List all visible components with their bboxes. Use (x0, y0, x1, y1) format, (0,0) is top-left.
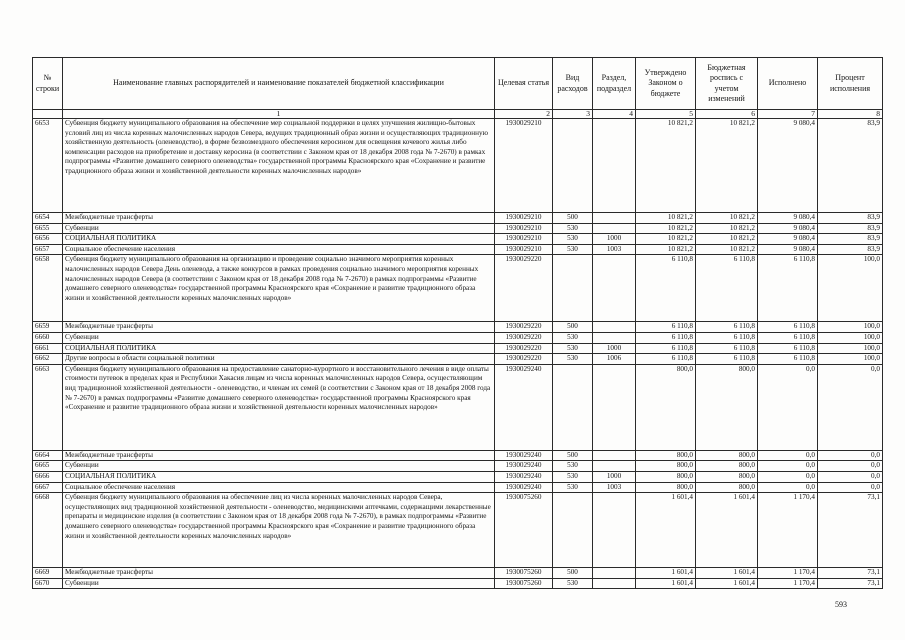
row-percent: 73,1 (818, 568, 883, 579)
row-percent: 100,0 (818, 354, 883, 365)
table-body (33, 119, 883, 589)
row-schedule: 6 110,8 (696, 255, 758, 322)
table-row (33, 244, 883, 255)
row-percent: 100,0 (818, 343, 883, 354)
row-executed: 0,0 (758, 364, 818, 450)
row-schedule: 10 821,2 (696, 119, 758, 213)
row-section (593, 461, 636, 472)
row-expense-type: 530 (553, 244, 593, 255)
row-name: СОЦИАЛЬНАЯ ПОЛИТИКА (63, 343, 495, 354)
table-row (33, 343, 883, 354)
row-number: 6653 (33, 119, 63, 213)
row-name: Социальное обеспечение населения (63, 244, 495, 255)
row-section (593, 493, 636, 568)
row-schedule: 10 821,2 (696, 213, 758, 224)
row-schedule: 1 601,4 (696, 493, 758, 568)
row-target-article: 1930029240 (495, 471, 553, 482)
row-name: СОЦИАЛЬНАЯ ПОЛИТИКА (63, 471, 495, 482)
table-row (33, 255, 883, 322)
row-executed: 0,0 (758, 471, 818, 482)
row-percent: 0,0 (818, 364, 883, 450)
row-executed: 9 080,4 (758, 244, 818, 255)
row-approved: 6 110,8 (636, 343, 696, 354)
row-schedule: 800,0 (696, 471, 758, 482)
row-expense-type: 530 (553, 461, 593, 472)
row-expense-type: 530 (553, 471, 593, 482)
row-executed: 9 080,4 (758, 234, 818, 245)
row-name: Субвенция бюджету муниципального образования на организацию и проведение социально значимого мероприятия коренных малочисленных народов Севера День оленевода, а также конкурсов в рамках проведения социально значимого мероприятия коренных малочисленных народов Севера (в соответствии с Законом края от 18 декабря 2008 года № 7-2670) в рамках подпрограммы «Развитие домашнего северного оленеводства» государственной программы Красноярского края «Сохранение и развитие традиционного образа жизни и хозяйственной деятельности коренных малочисленных народов» (63, 255, 495, 322)
row-schedule: 6 110,8 (696, 332, 758, 343)
row-number: 6656 (33, 234, 63, 245)
row-target-article: 1930029240 (495, 461, 553, 472)
row-number: 6655 (33, 223, 63, 234)
row-section: 1003 (593, 482, 636, 493)
row-name: СОЦИАЛЬНАЯ ПОЛИТИКА (63, 234, 495, 245)
row-approved: 10 821,2 (636, 213, 696, 224)
row-number: 6657 (33, 244, 63, 255)
row-percent: 0,0 (818, 461, 883, 472)
row-expense-type: 530 (553, 578, 593, 589)
table-row (33, 482, 883, 493)
row-target-article: 1930029220 (495, 332, 553, 343)
row-number: 6662 (33, 354, 63, 365)
row-number: 6664 (33, 450, 63, 461)
table-row (33, 493, 883, 568)
row-percent: 83,9 (818, 119, 883, 213)
row-number: 6663 (33, 364, 63, 450)
row-schedule: 800,0 (696, 461, 758, 472)
column-number: 2 (495, 110, 553, 119)
row-executed: 6 110,8 (758, 255, 818, 322)
row-schedule: 10 821,2 (696, 244, 758, 255)
row-approved: 6 110,8 (636, 354, 696, 365)
row-target-article: 1930029210 (495, 244, 553, 255)
table-row (33, 450, 883, 461)
row-schedule: 800,0 (696, 482, 758, 493)
row-executed: 6 110,8 (758, 354, 818, 365)
row-percent: 100,0 (818, 322, 883, 333)
row-target-article: 1930029210 (495, 223, 553, 234)
row-schedule: 1 601,4 (696, 568, 758, 579)
row-executed: 6 110,8 (758, 343, 818, 354)
row-executed: 1 170,4 (758, 578, 818, 589)
row-target-article: 1930029240 (495, 364, 553, 450)
row-number: 6670 (33, 578, 63, 589)
row-name: Субвенции (63, 461, 495, 472)
row-approved: 6 110,8 (636, 332, 696, 343)
row-section (593, 213, 636, 224)
table-row (33, 471, 883, 482)
row-target-article: 1930075260 (495, 568, 553, 579)
table-row (33, 568, 883, 579)
table-row (33, 332, 883, 343)
row-number: 6665 (33, 461, 63, 472)
header-schedule: Бюджетная роспись с учетом изменений (696, 58, 758, 110)
row-approved: 6 110,8 (636, 255, 696, 322)
row-expense-type: 500 (553, 322, 593, 333)
header-name: Наименование главных распорядителей и наименование показателей бюджетной классификации (63, 58, 495, 110)
row-section (593, 450, 636, 461)
row-section (593, 568, 636, 579)
row-executed: 1 170,4 (758, 493, 818, 568)
row-section: 1000 (593, 343, 636, 354)
header-row-number: № строки (33, 58, 63, 110)
row-schedule: 1 601,4 (696, 578, 758, 589)
row-approved: 800,0 (636, 471, 696, 482)
row-approved: 10 821,2 (636, 223, 696, 234)
row-expense-type: 530 (553, 332, 593, 343)
row-number: 6661 (33, 343, 63, 354)
header-executed: Исполнено (758, 58, 818, 110)
column-number: 8 (818, 110, 883, 119)
header-section: Раздел, подраздел (593, 58, 636, 110)
header-percent: Процент исполнения (818, 58, 883, 110)
row-name: Межбюджетные трансферты (63, 568, 495, 579)
row-percent: 83,9 (818, 244, 883, 255)
row-percent: 0,0 (818, 450, 883, 461)
table-row (33, 461, 883, 472)
table-row (33, 578, 883, 589)
table-row (33, 213, 883, 224)
row-expense-type: 500 (553, 213, 593, 224)
row-approved: 800,0 (636, 450, 696, 461)
row-approved: 10 821,2 (636, 119, 696, 213)
row-approved: 800,0 (636, 364, 696, 450)
table-row (33, 364, 883, 450)
row-target-article: 1930075260 (495, 578, 553, 589)
row-approved: 800,0 (636, 461, 696, 472)
column-number-row (33, 110, 883, 119)
row-expense-type: 500 (553, 450, 593, 461)
column-number (33, 110, 63, 119)
row-executed: 9 080,4 (758, 213, 818, 224)
row-section (593, 322, 636, 333)
row-percent: 83,9 (818, 234, 883, 245)
row-section (593, 364, 636, 450)
row-percent: 0,0 (818, 471, 883, 482)
row-executed: 6 110,8 (758, 332, 818, 343)
row-name: Субвенции (63, 578, 495, 589)
row-approved: 800,0 (636, 482, 696, 493)
row-expense-type: 530 (553, 482, 593, 493)
row-target-article: 1930029210 (495, 234, 553, 245)
row-name: Межбюджетные трансферты (63, 322, 495, 333)
row-schedule: 6 110,8 (696, 322, 758, 333)
row-name: Субвенции (63, 223, 495, 234)
budget-table (32, 57, 883, 589)
row-section: 1003 (593, 244, 636, 255)
row-schedule: 6 110,8 (696, 343, 758, 354)
row-target-article: 1930075260 (495, 493, 553, 568)
column-number: 6 (696, 110, 758, 119)
row-target-article: 1930029210 (495, 119, 553, 213)
row-percent: 73,1 (818, 493, 883, 568)
row-number: 6659 (33, 322, 63, 333)
header-target-article: Целевая статья (495, 58, 553, 110)
row-name: Межбюджетные трансферты (63, 213, 495, 224)
row-number: 6668 (33, 493, 63, 568)
row-approved: 1 601,4 (636, 578, 696, 589)
row-section (593, 332, 636, 343)
column-number: 7 (758, 110, 818, 119)
row-executed: 0,0 (758, 461, 818, 472)
row-expense-type (553, 364, 593, 450)
row-expense-type: 530 (553, 234, 593, 245)
row-number: 6666 (33, 471, 63, 482)
column-number: 3 (553, 110, 593, 119)
row-percent: 100,0 (818, 255, 883, 322)
row-name: Социальное обеспечение населения (63, 482, 495, 493)
row-number: 6654 (33, 213, 63, 224)
row-executed: 6 110,8 (758, 322, 818, 333)
row-name: Субвенция бюджету муниципального образования на обеспечение лиц из числа коренных малочисленных народов Севера, осуществляющих вид традиционной хозяйственной деятельности - оленеводство, медицинскими аптечками, содержащими лекарственные препараты и медицинские изделия (в соответствии с Законом края от 18 декабря 2008 года № 7-2670), в рамках подпрограммы «Развитие домашнего северного оленеводства» государственной программы Красноярского края «Сохранение и развитие традиционного образа жизни и хозяйственной деятельности коренных малочисленных народов» (63, 493, 495, 568)
row-executed: 1 170,4 (758, 568, 818, 579)
row-schedule: 6 110,8 (696, 354, 758, 365)
table-header-row (33, 58, 883, 110)
row-schedule: 800,0 (696, 364, 758, 450)
row-number: 6660 (33, 332, 63, 343)
row-percent: 100,0 (818, 332, 883, 343)
row-target-article: 1930029240 (495, 482, 553, 493)
row-target-article: 1930029220 (495, 343, 553, 354)
row-percent: 0,0 (818, 482, 883, 493)
row-number: 6669 (33, 568, 63, 579)
row-target-article: 1930029210 (495, 213, 553, 224)
row-target-article: 1930029220 (495, 354, 553, 365)
table-row (33, 223, 883, 234)
column-number: 5 (636, 110, 696, 119)
row-expense-type (553, 255, 593, 322)
row-section (593, 578, 636, 589)
column-number: 4 (593, 110, 636, 119)
row-schedule: 10 821,2 (696, 223, 758, 234)
table-row (33, 119, 883, 213)
row-target-article: 1930029220 (495, 322, 553, 333)
row-name: Другие вопросы в области социальной политики (63, 354, 495, 365)
row-name: Субвенция бюджету муниципального образования на предоставление санаторно-курортного и восстановительного лечения в виде оплаты стоимости путевок в пределах края и Республики Хакасия лицам из числа коренных малочисленных народов Севера, осуществляющим вид традиционной хозяйственной деятельности - оленеводство, и членам их семей (в соответствии с Законом края от 18 декабря 2008 года № 7-2670) в рамках подпрограммы «Развитие домашнего северного оленеводства» государственной программы Красноярского края «Сохранение и развитие традиционного образа жизни и хозяйственной деятельности коренных малочисленных народов» (63, 364, 495, 450)
row-approved: 6 110,8 (636, 322, 696, 333)
header-expense-type: Вид расходов (553, 58, 593, 110)
row-approved: 1 601,4 (636, 493, 696, 568)
row-name: Субвенции (63, 332, 495, 343)
page-number: 593 (835, 600, 847, 609)
row-expense-type (553, 493, 593, 568)
row-executed: 9 080,4 (758, 119, 818, 213)
row-expense-type: 530 (553, 223, 593, 234)
row-percent: 83,9 (818, 213, 883, 224)
row-percent: 83,9 (818, 223, 883, 234)
row-section: 1000 (593, 471, 636, 482)
header-approved: Утверждено Законом о бюджете (636, 58, 696, 110)
row-approved: 10 821,2 (636, 234, 696, 245)
row-name: Субвенция бюджету муниципального образования на обеспечение мер социальной поддержки в целях улучшения жилищно-бытовых условий лиц из числа коренных малочисленных народов Севера, ведущих традиционный образ жизни и осуществляющих традиционную хозяйственную деятельность (оленеводство), в форме безвозмездного обеспечения керосином для освещения кочевого жилья либо компенсации расходов на приобретение и доставку керосина (в соответствии с Законом края от 18 декабря 2008 года № 7-2670) в рамках подпрограммы «Развитие домашнего северного оленеводства» государственной программы Красноярского края «Сохранение и развитие традиционного образа жизни и хозяйственной деятельности коренных малочисленных народов» (63, 119, 495, 213)
row-approved: 10 821,2 (636, 244, 696, 255)
row-expense-type (553, 119, 593, 213)
row-executed: 0,0 (758, 482, 818, 493)
column-number: 1 (63, 110, 495, 119)
row-target-article: 1930029220 (495, 255, 553, 322)
row-section (593, 223, 636, 234)
row-section (593, 119, 636, 213)
table-row (33, 354, 883, 365)
row-approved: 1 601,4 (636, 568, 696, 579)
row-schedule: 10 821,2 (696, 234, 758, 245)
row-section: 1006 (593, 354, 636, 365)
row-percent: 73,1 (818, 578, 883, 589)
row-name: Межбюджетные трансферты (63, 450, 495, 461)
table-row (33, 234, 883, 245)
row-number: 6667 (33, 482, 63, 493)
row-section: 1000 (593, 234, 636, 245)
row-target-article: 1930029240 (495, 450, 553, 461)
row-schedule: 800,0 (696, 450, 758, 461)
row-expense-type: 530 (553, 354, 593, 365)
row-number: 6658 (33, 255, 63, 322)
row-expense-type: 500 (553, 568, 593, 579)
row-executed: 9 080,4 (758, 223, 818, 234)
row-executed: 0,0 (758, 450, 818, 461)
row-section (593, 255, 636, 322)
row-expense-type: 530 (553, 343, 593, 354)
table-row (33, 322, 883, 333)
